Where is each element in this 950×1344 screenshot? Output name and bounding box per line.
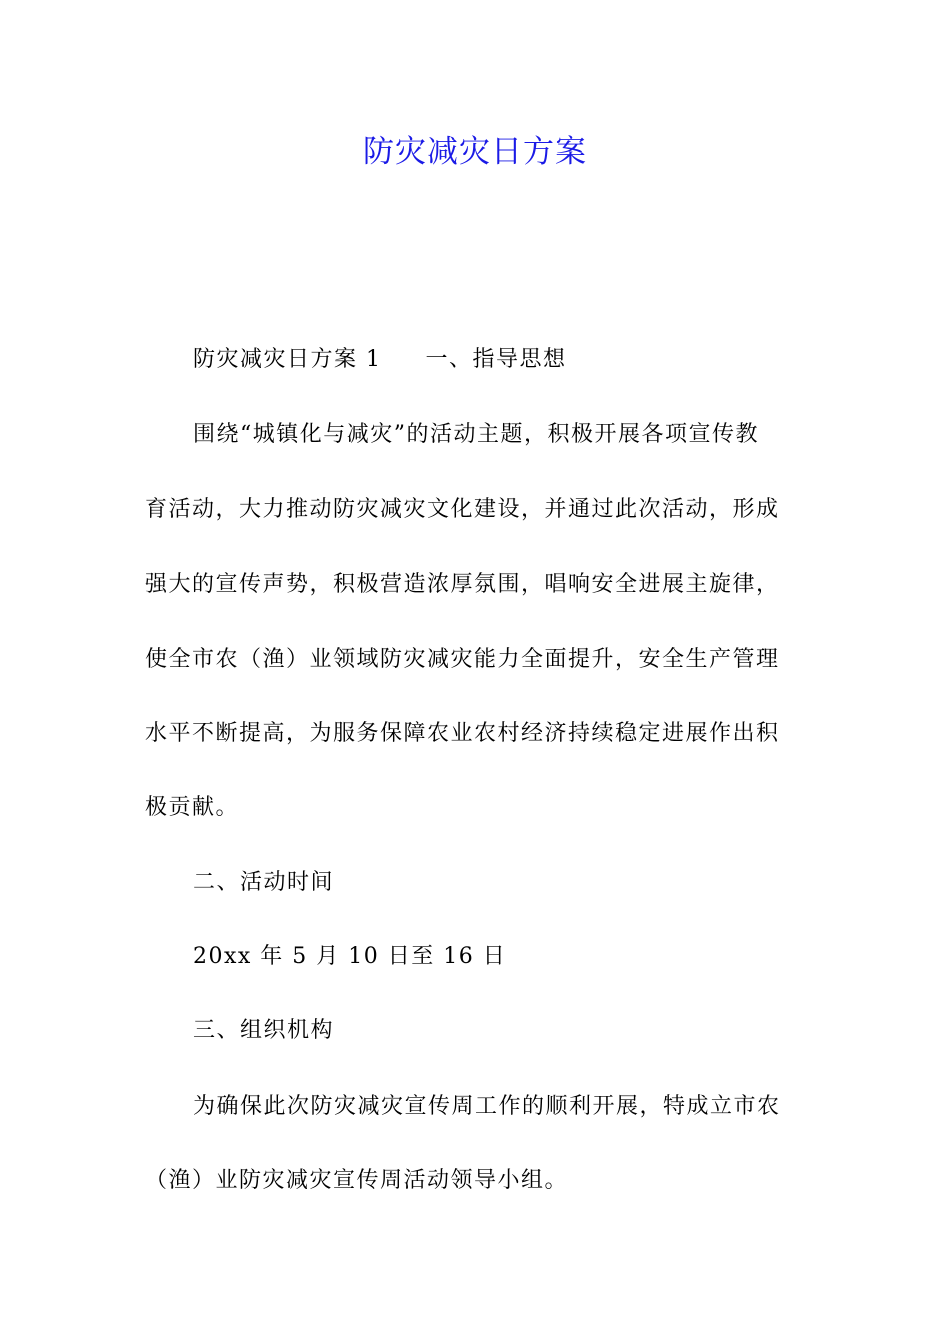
activity-time: 20xx 年 5 月 10 日至 16 日: [193, 944, 507, 969]
paragraph-1-line-6: 极贡献。: [145, 795, 240, 820]
document-title: 防灾减灾日方案: [363, 134, 587, 170]
paragraph-2-line-1: 为确保此次防灾减灾宣传周工作的顺利开展，特成立市农: [193, 1094, 781, 1119]
paragraph-1-line-1: 围绕“城镇化与减灾”的活动主题，积极开展各项宣传教: [193, 422, 759, 447]
first-line: [193, 345, 863, 375]
paragraph-1-line-3: 强大的宣传声势，积极营造浓厚氛围，唱响安全进展主旋律，: [145, 572, 780, 597]
paragraph-1-line-4: 使全市农（渔）业领域防灾减灾能力全面提升，安全生产管理: [145, 647, 780, 672]
section-3-heading: 三、组织机构: [193, 1018, 335, 1043]
section-2-heading: 二、活动时间: [193, 870, 335, 895]
paragraph-1-line-2: 育活动，大力推动防灾减灾文化建设，并通过此次活动，形成: [145, 497, 780, 522]
paragraph-2-line-2: （渔）业防灾减灾宣传周活动领导小组。: [145, 1168, 569, 1193]
plan-heading: 防灾减灾日方案 1: [193, 347, 382, 372]
section-1-heading: 一、指导思想: [425, 347, 567, 372]
paragraph-1-line-5: 水平不断提高，为服务保障农业农村经济持续稳定进展作出积: [145, 721, 780, 746]
